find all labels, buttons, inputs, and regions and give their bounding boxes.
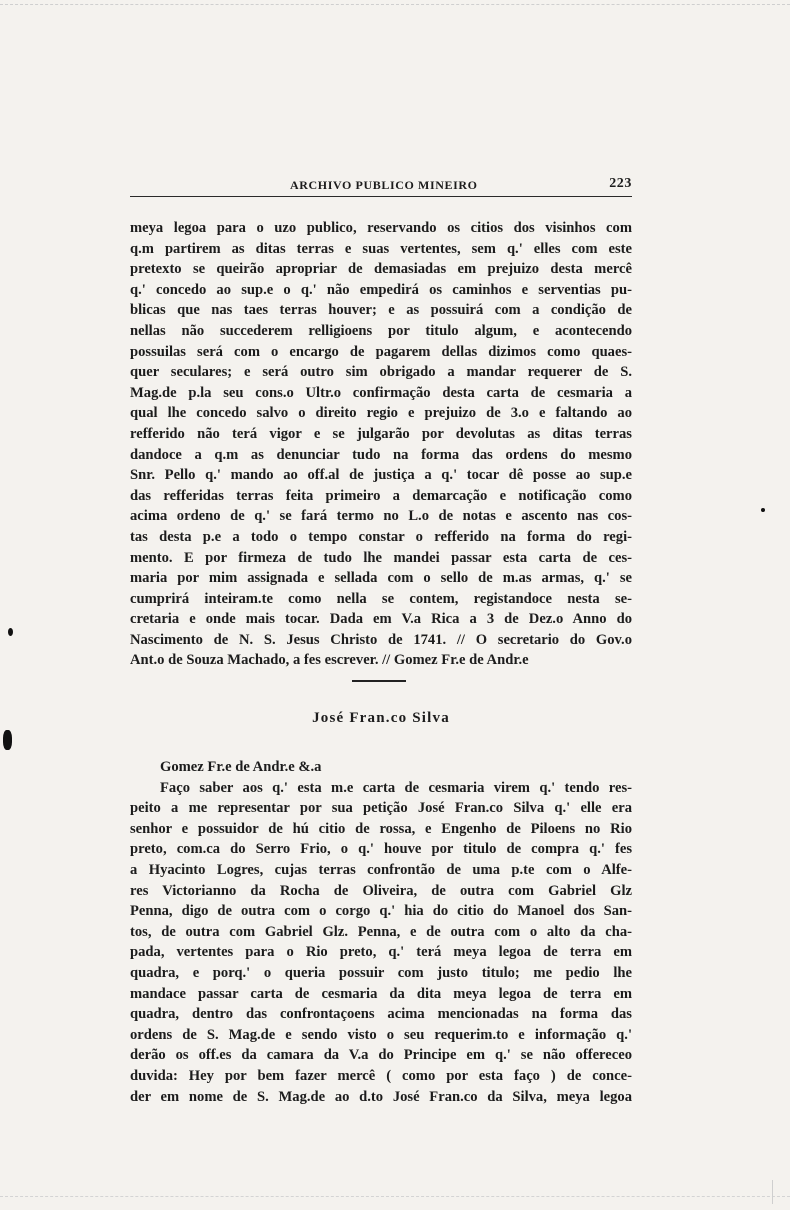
text-line: cumprirá inteiram.te como nella se contem, registandoce nesta se-: [130, 590, 632, 607]
text-line: res Victorianno da Rocha de Oliveira, de outra com Gabriel Glz: [130, 882, 632, 899]
scan-edge-right: [772, 1180, 773, 1204]
text-line: blicas que nas taes terras houver; e as possuirá com a condição de: [130, 302, 632, 319]
text-line: tos, de outra com Gabriel Glz. Penna, e de outra com o alto da cha-: [130, 923, 632, 940]
text-line: der em nome de S. Mag.de ao d.to José Fran.co da Silva, meya legoa: [130, 1088, 632, 1105]
text-line: q.' concedo ao sup.e o q.' não empedirá os caminhos e serventias pu-: [130, 281, 632, 298]
text-line: Ant.o de Souza Machado, a fes escrever. // Gomez Fr.e de Andr.e: [130, 652, 529, 669]
text-line: das refferidas terras feita primeiro a demarcação e notificação como: [130, 487, 632, 504]
page-number: 223: [609, 176, 632, 191]
ink-speck: [761, 508, 765, 512]
text-line: q.m partirem as ditas terras e suas vertentes, sem q.' elles com este: [130, 240, 632, 257]
text-line: quadra, e porq.' o queria possuir com justo titulo; me pedio lhe: [130, 964, 632, 981]
text-line: a Hyacinto Logres, cujas terras confrontão de uma p.te com o Alfe-: [130, 861, 632, 878]
text-line: maria por mim assignada e sellada com o sello de m.as armas, q.' se: [130, 570, 632, 587]
text-line: quadra, dentro das confrontaçoens acima mencionadas na forma das: [130, 1006, 632, 1023]
binding-hole-mark: [8, 628, 13, 636]
text-line: senhor e possuidor de hú citio de rossa, e Engenho de Piloens no Rio: [130, 820, 632, 837]
scan-edge-top: [0, 4, 790, 6]
text-line: pada, vertentes para o Rio preto, q.' terá meya legoa de terra em: [130, 944, 632, 961]
text-line: nellas não succederem relligioens por titulo algum, e acontecendo: [130, 322, 632, 339]
scan-edge-bottom: [0, 1196, 790, 1198]
text-line: cretaria e onde mais tocar. Dada em V.a Rica a 3 de Dez.o Anno do: [130, 611, 632, 628]
running-title: ARCHIVO PUBLICO MINEIRO: [290, 178, 478, 192]
text-line: quer seculares; e será outro sim obrigado a mandar requerer de S.: [130, 364, 632, 381]
text-line: acima ordeno de q.' se fará termo no L.o de notas e asсento nas cos-: [130, 508, 632, 525]
paragraph-continued: [130, 218, 632, 671]
text-line: ordens de S. Mag.de e sendo visto o seu requerim.to e informação q.': [130, 1026, 632, 1043]
text-line: Nascimento de N. S. Jesus Christo de 1741. // O secretario do Gov.o: [130, 631, 632, 648]
text-line: Snr. Pello q.' mando ao off.al de justiça a q.' tocar dê posse ao sup.e: [130, 467, 632, 484]
text-line: duvida: Hey por bem fazer mercê ( como por esta faço ) de conce-: [130, 1067, 632, 1084]
page-header: [130, 176, 632, 196]
text-line: Penna, digo de outra com o corgo q.' hia do citio do Manoel dos San-: [130, 903, 632, 920]
binding-hole-mark: [3, 730, 12, 750]
text-line: tas desta p.e a todo o tempo constar o refferido na forma do regi-: [130, 528, 632, 545]
text-line: dandoce a q.m as denunciar tudo na forma das ordens do mesmo: [130, 446, 632, 463]
header-rule: [130, 196, 632, 197]
text-line: derão os off.es da camara da V.a do Principe em q.' se não offereceo: [130, 1047, 632, 1064]
text-line: Faço saber aos q.' esta m.e carta de cesmaria virem q.' tendo res-: [160, 779, 632, 796]
text-line: mandace passar carta de cesmaria da dita meya legoa de terra em: [130, 985, 632, 1002]
paragraph-grant: [130, 757, 632, 1107]
text-line: qual lhe concedo salvo o direito regio e prejuizo de 3.o e faltando ao: [130, 405, 632, 422]
text-line: possuilas será com o encargo de pagarem dellas dizimos como quaes-: [130, 343, 632, 360]
text-line: Gomez Fr.e de Andr.e &.a: [160, 759, 322, 775]
text-line: meya legoa para o uzo publico, reservando os citios dos visinhos com: [130, 220, 632, 236]
text-line: refferido não terá vigor e se julgarão por devolutas as ditas terras: [130, 425, 632, 442]
section-title: José Fran.co Silva: [312, 710, 450, 726]
text-line: mento. E por firmeza de tudo lhe mandei passar esta carta de ces-: [130, 549, 632, 566]
section-separator: [352, 680, 406, 682]
text-line: peito a me representar por sua petição José Fran.co Silva q.' elle era: [130, 800, 632, 817]
text-line: preto, com.ca do Serro Frio, o q.' houve por titulo de compra q.' fes: [130, 841, 632, 858]
text-line: pretexto se queirão apropriar de demasiadas em prejuizo desta mercê: [130, 261, 632, 278]
text-line: Mag.de p.la seu cons.o Ultr.o confirmação desta carta de cesmaria a: [130, 384, 632, 401]
